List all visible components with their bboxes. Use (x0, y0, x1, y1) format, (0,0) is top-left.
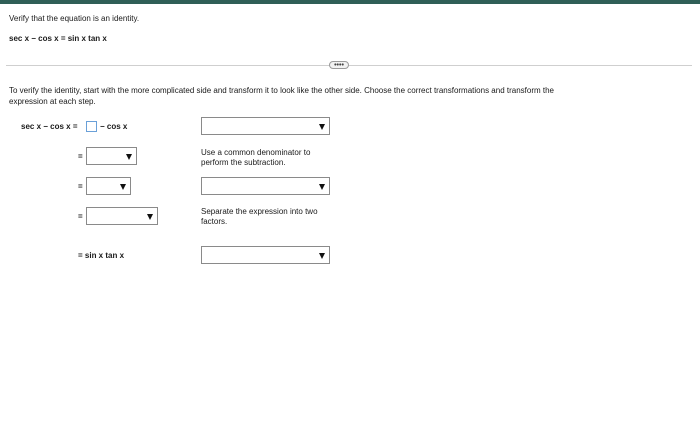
equals-sign-3: = (78, 182, 83, 191)
triangle-down-icon (120, 184, 126, 190)
task-text-line1: To verify the identity, start with the more complicated side and transform it to look like the other side. Choose the correct transformations and transform the (9, 86, 554, 95)
equals-sign-4: = (78, 212, 83, 221)
transformation-dropdown-3[interactable] (201, 177, 330, 195)
hint-separate-factors-line1: Separate the expression into two (201, 207, 318, 216)
triangle-down-icon (319, 124, 325, 130)
section-divider (6, 65, 692, 66)
triangle-down-icon (147, 214, 153, 220)
transformation-dropdown-1[interactable] (201, 117, 330, 135)
triangle-down-icon (126, 154, 132, 160)
instruction-text: Verify that the equation is an identity. (9, 14, 140, 23)
final-expression: = sin x tan x (78, 251, 125, 260)
equation-text: sec x − cos x = sin x tan x (9, 34, 107, 43)
lhs-right-expression: − cos x (100, 122, 128, 131)
answer-input-box[interactable] (86, 121, 97, 132)
more-button[interactable]: •••• (329, 61, 349, 69)
transformation-dropdown-final[interactable] (201, 246, 330, 264)
hint-common-denominator-line2: perform the subtraction. (201, 158, 286, 167)
hint-common-denominator-line1: Use a common denominator to (201, 148, 311, 157)
expression-dropdown-2[interactable] (86, 147, 137, 165)
lhs-expression: sec x − cos x = (21, 122, 78, 131)
hint-separate-factors-line2: factors. (201, 217, 228, 226)
expression-dropdown-3[interactable] (86, 177, 131, 195)
expression-dropdown-4[interactable] (86, 207, 158, 225)
triangle-down-icon (319, 253, 325, 259)
triangle-down-icon (319, 184, 325, 190)
top-bar (0, 0, 700, 4)
task-text-line2: expression at each step. (9, 97, 96, 106)
equals-sign-2: = (78, 152, 83, 161)
